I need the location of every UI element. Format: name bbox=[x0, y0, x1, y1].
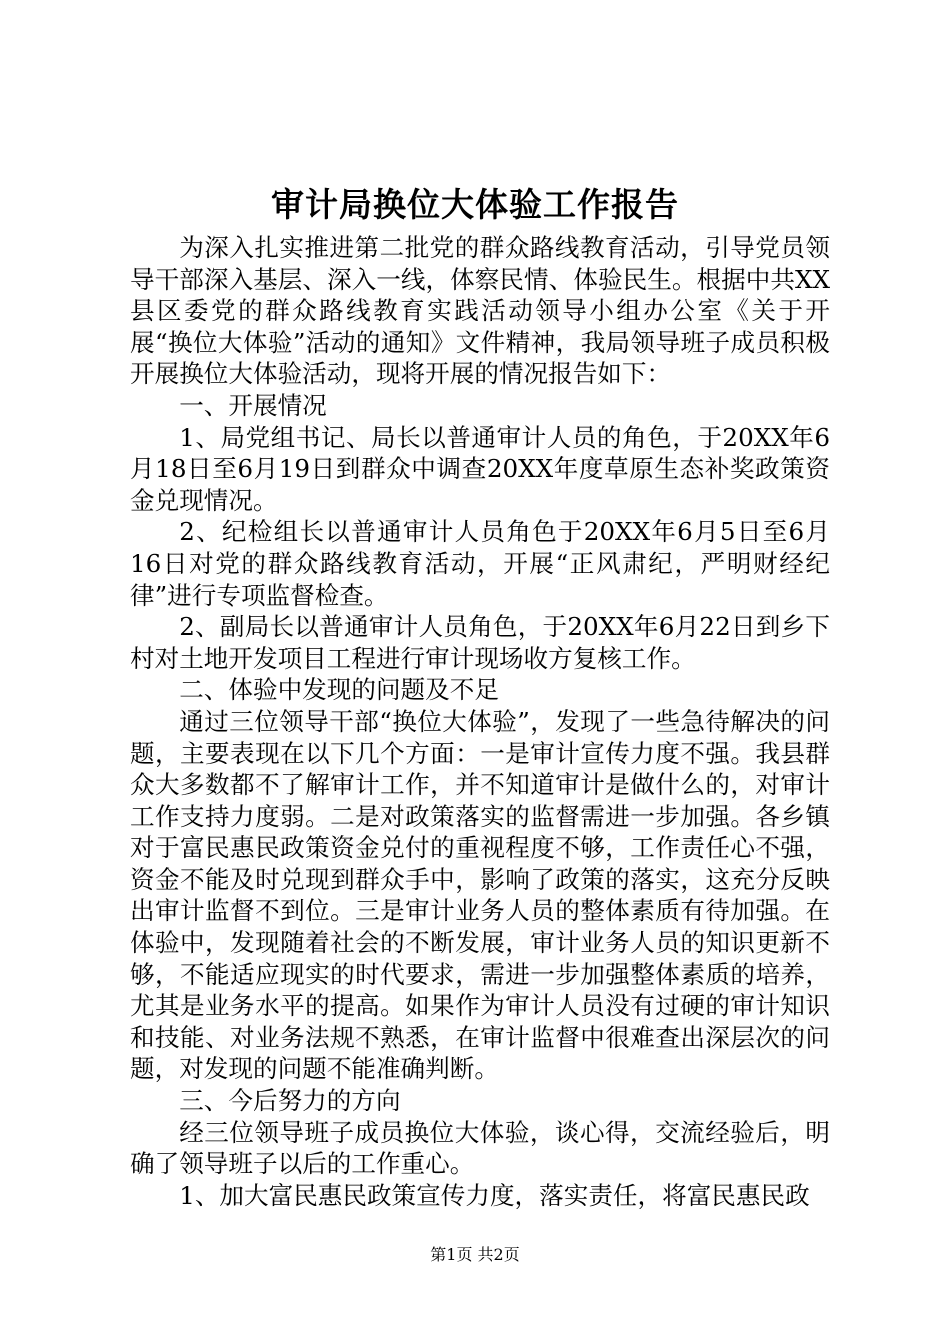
page-number: 第1页 共2页 bbox=[430, 1245, 520, 1264]
document-title: 审计局换位大体验工作报告 bbox=[271, 185, 679, 224]
paragraph-item: 2、副局长以普通审计人员角色，于20XX年6月22日到乡下村对土地开发项目工程进行审计现场收方复核工作。 bbox=[130, 612, 830, 673]
paragraph-problems: 通过三位领导干部“换位大体验”，发现了一些急待解决的问题，主要表现在以下几个方面：一是审计宣传力度不强。我县群众大多数都不了解审计工作，并不知道审计是做什么的，对审计工作支持力度弱。二是对政策落实的监督需进一步加强。各乡镇对于富民惠民政策资金兑付的重视程度不够，工作责任心不强，资金不能及时兑现到群众手中，影响了政策的落实，这充分反映出审计监督不到位。三是审计业务人员的整体素质有待加强。在体验中，发现随着社会的不断发展，审计业务人员的知识更新不够，不能适应现实的时代要求，需进一步加强整体素质的培养，尤其是业务水平的提高。如果作为审计人员没有过硬的审计知识和技能、对业务法规不熟悉，在审计监督中很难查出深层次的问题，对发现的问题不能准确判断。 bbox=[130, 706, 830, 1084]
section-heading-1: 一、开展情况 bbox=[179, 390, 327, 420]
section-heading-3: 三、今后努力的方向 bbox=[179, 1086, 401, 1116]
paragraph-intro: 为深入扎实推进第二批党的群众路线教育活动，引导党员领导干部深入基层、深入一线，体察民情、体验民生。根据中共XX县区委党的群众路线教育实践活动领导小组办公室《关于开展“换位大体验”活动的通知》文件精神，我局领导班子成员积极开展换位大体验活动，现将开展的情况报告如下： bbox=[130, 233, 830, 389]
section-heading-2: 二、体验中发现的问题及不足 bbox=[179, 675, 499, 705]
document-body bbox=[130, 232, 830, 1211]
paragraph-direction: 经三位领导班子成员换位大体验，谈心得，交流经验后，明确了领导班子以后的工作重心。 bbox=[130, 1117, 830, 1179]
paragraph-item: 1、局党组书记、局长以普通审计人员的角色，于20XX年6月18日至6月19日到群众中调查20XX年度草原生态补奖政策资金兑现情况。 bbox=[130, 422, 830, 515]
paragraph-item: 1、加大富民惠民政策宣传力度，落实责任，将富民惠民政 bbox=[179, 1180, 810, 1210]
paragraph-item: 2、纪检组长以普通审计人员角色于20XX年6月5日至6月16日对党的群众路线教育活动，开展“正风肃纪，严明财经纪律”进行专项监督检查。 bbox=[130, 517, 830, 610]
